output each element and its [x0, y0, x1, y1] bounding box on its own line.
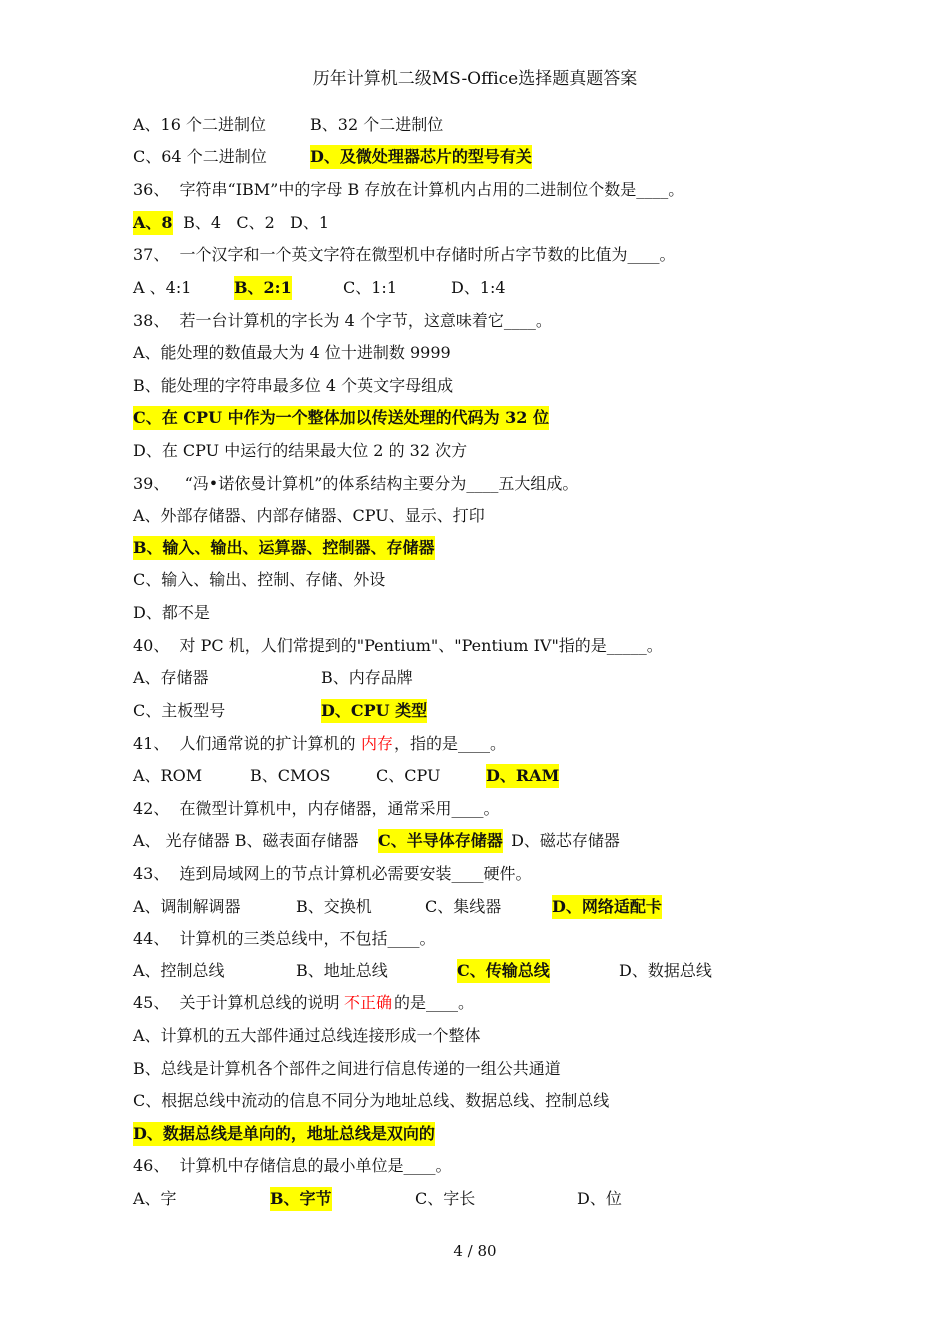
text-segment: A、调制解调器: [133, 897, 241, 916]
text-segment: A、 光存储器 B、磁表面存储器: [133, 831, 364, 850]
text-segment: C、主板型号: [133, 701, 226, 720]
text-segment: A、能处理的数值最大为 4 位十进制数 9999: [133, 343, 451, 362]
text-segment: D、位: [577, 1189, 622, 1208]
text-segment: 42、 在微型计算机中，内存储器，通常采用____。: [133, 799, 500, 818]
text-segment: ，指的是____。: [394, 734, 507, 753]
text-segment: 内存: [361, 734, 394, 753]
answer-highlight: C、在 CPU 中作为一个整体加以传送处理的代码为 32 位: [133, 406, 549, 430]
text-segment: D、数据总线: [619, 961, 712, 980]
text-segment: B、地址总线: [296, 961, 388, 980]
answer-highlight: D、数据总线是单向的，地址总线是双向的: [133, 1122, 435, 1146]
answer-highlight: D、网络适配卡: [552, 895, 662, 919]
text-segment: 46、 计算机中存储信息的最小单位是____。: [133, 1156, 452, 1175]
page-title: 历年计算机二级MS-Office选择题真题答案: [312, 69, 638, 89]
text-segment: D、1:4: [451, 278, 506, 297]
text-segment: A、16 个二进制位: [133, 115, 267, 134]
text-segment: 45、 关于计算机总线的说明: [133, 993, 340, 1012]
text-segment: A 、4:1: [133, 278, 192, 297]
text-segment: C、输入、输出、控制、存储、外设: [133, 570, 386, 589]
text-segment: A、字: [133, 1189, 177, 1208]
answer-highlight: B、字节: [270, 1187, 332, 1211]
text-segment: C、集线器: [425, 897, 502, 916]
text-segment: 的是____。: [394, 993, 475, 1012]
text-segment: A、存储器: [133, 668, 209, 687]
text-segment: B、CMOS: [250, 766, 331, 785]
text-segment: B、4 C、2 D、1: [173, 213, 330, 232]
text-segment: 43、 连到局域网上的节点计算机必需要安装____硬件。: [133, 864, 532, 883]
answer-highlight: B、输入、输出、运算器、控制器、存储器: [133, 536, 435, 560]
answer-highlight: A、8: [133, 211, 173, 235]
text-segment: D、磁芯存储器: [506, 831, 620, 850]
text-segment: B、交换机: [296, 897, 372, 916]
text-segment: 40、 对 PC 机，人们常提到的"Pentium"、"Pentium IV"指的是_____。: [133, 636, 663, 655]
text-segment: A、外部存储器、内部存储器、CPU、显示、打印: [133, 506, 485, 525]
text-segment: C、字长: [415, 1189, 476, 1208]
text-segment: 41、 人们通常说的扩计算机的: [133, 734, 356, 753]
text-segment: 38、 若一台计算机的字长为 4 个字节，这意味着它____。: [133, 311, 552, 330]
text-segment: A、计算机的五大部件通过总线连接形成一个整体: [133, 1026, 481, 1045]
text-segment: C、根据总线中流动的信息不同分为地址总线、数据总线、控制总线: [133, 1091, 610, 1110]
text-segment: C、1:1: [343, 278, 397, 297]
text-segment: 36、 字符串“IBM”中的字母 B 存放在计算机内占用的二进制位个数是____。: [133, 180, 685, 199]
answer-highlight: C、传输总线: [457, 959, 550, 983]
text-segment: B、总线是计算机各个部件之间进行信息传递的一组公共通道: [133, 1059, 561, 1078]
page-number: 4 / 80: [453, 1242, 497, 1260]
text-segment: C、64 个二进制位: [133, 147, 267, 166]
text-segment: 39、 “冯•诺依曼计算机”的体系结构主要分为____五大组成。: [133, 474, 579, 493]
text-segment: 44、 计算机的三类总线中，不包括____。: [133, 929, 436, 948]
text-segment: D、都不是: [133, 603, 210, 622]
text-segment: B、32 个二进制位: [310, 115, 444, 134]
answer-highlight: B、2:1: [234, 276, 292, 300]
text-segment: A、控制总线: [133, 961, 225, 980]
text-segment: 37、 一个汉字和一个英文字符在微型机中存储时所占字节数的比值为____。: [133, 245, 676, 264]
text-segment: 不正确: [344, 993, 393, 1012]
answer-highlight: C、半导体存储器: [378, 829, 503, 853]
text-segment: B、能处理的字符串最多位 4 个英文字母组成: [133, 376, 454, 395]
answer-highlight: D、及微处理器芯片的型号有关: [310, 145, 532, 169]
answer-highlight: D、CPU 类型: [321, 699, 427, 723]
text-segment: C、CPU: [376, 766, 441, 785]
answer-highlight: D、RAM: [486, 764, 559, 788]
text-segment: D、在 CPU 中运行的结果最大位 2 的 32 次方: [133, 441, 468, 460]
text-segment: B、内存品牌: [321, 668, 413, 687]
text-segment: A、ROM: [133, 766, 203, 785]
